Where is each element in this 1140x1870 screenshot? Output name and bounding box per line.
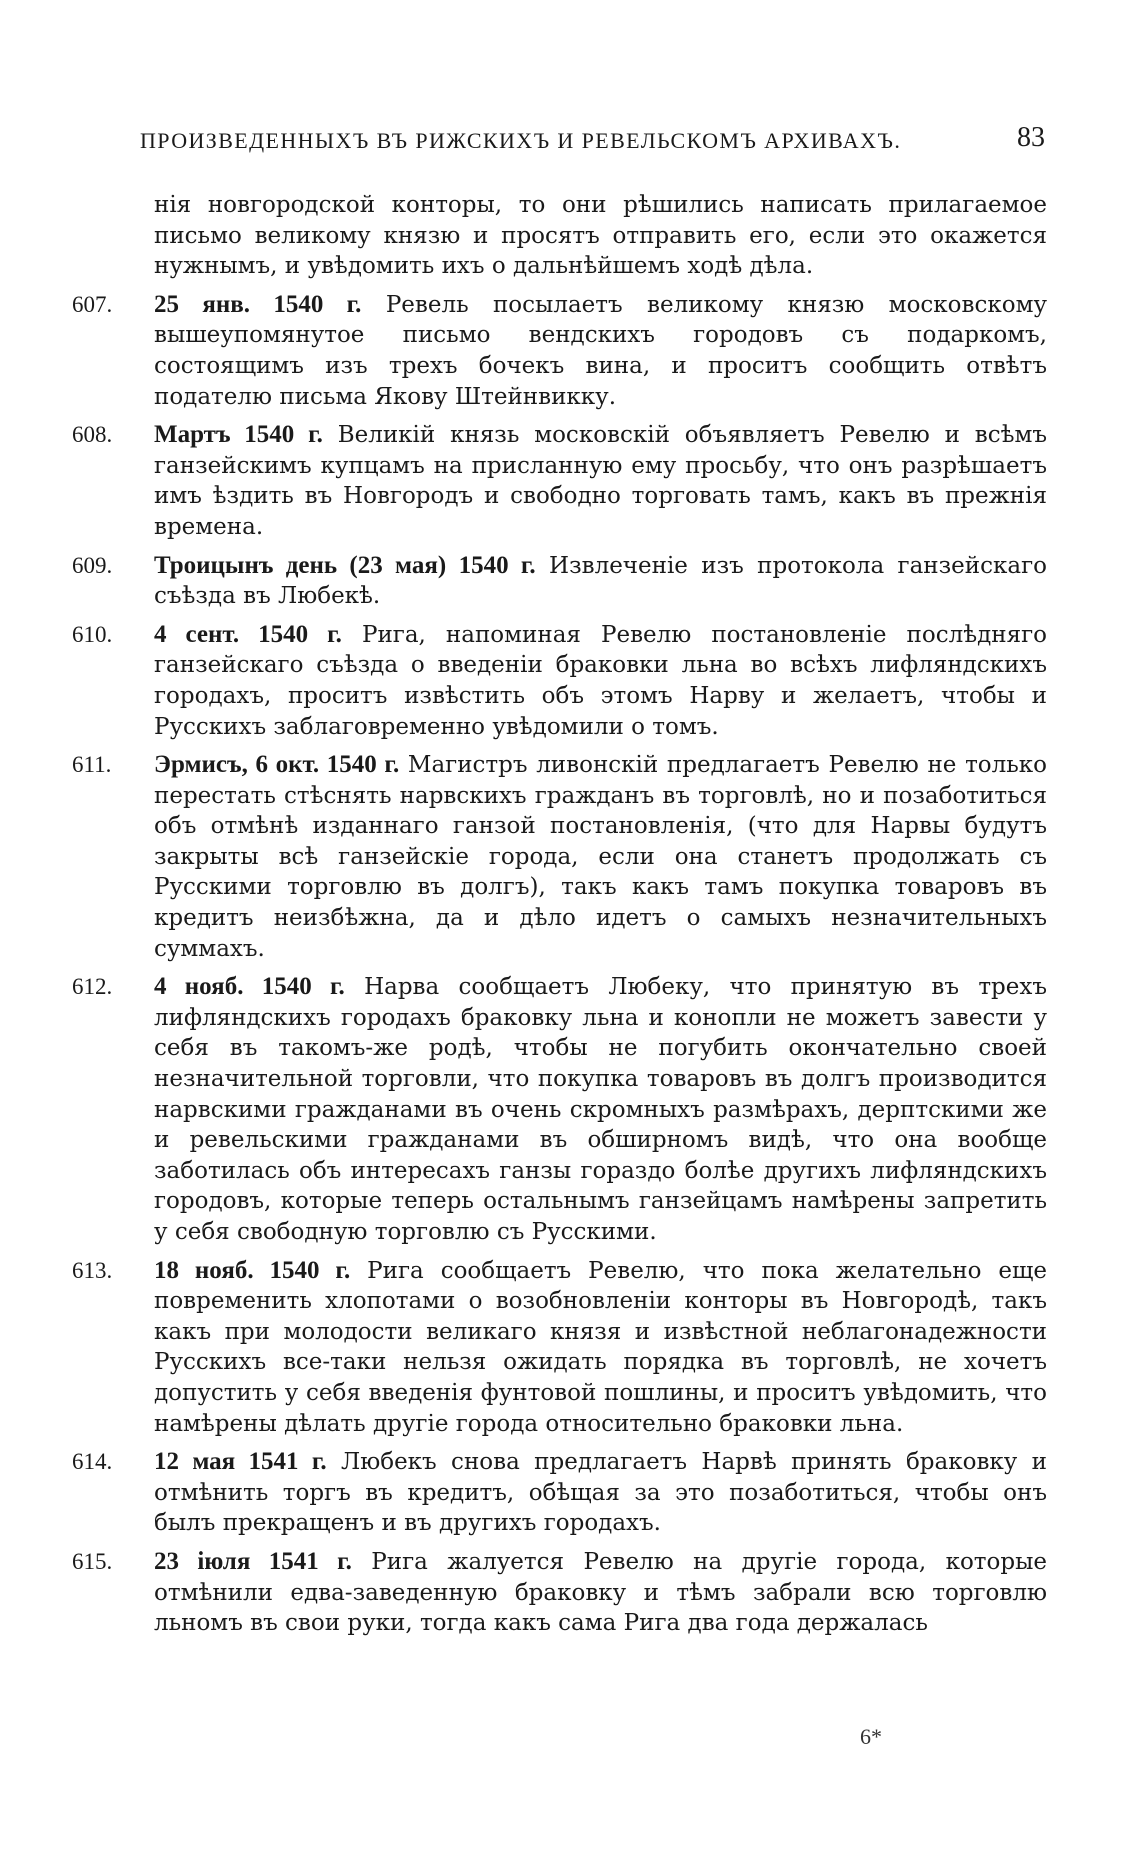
entry-number: 609. (72, 552, 113, 578)
page-number: 83 (1017, 122, 1045, 153)
entry-text: Рига, напоминая Ревелю постановленіе послѣдняго ганзейскаго съѣзда о введеніи браковки льна во всѣхъ лифляндскихъ городахъ, проситъ извѣстить объ этомъ Нарву и желаетъ, чтобы и Русскихъ заблаговременно увѣдомили о томъ. (154, 621, 1047, 740)
entry-number: 610. (72, 621, 113, 647)
entry-number: 611. (72, 752, 112, 778)
entry-number: 615. (72, 1548, 113, 1574)
entry-number: 614. (72, 1449, 113, 1475)
entry-date: 12 мая 1541 г. (154, 1448, 327, 1476)
entry-text: Рига жалуется Ревелю на другіе города, которые отмѣнили едва-заведенную браковку и тѣмъ забрали всю торговлю льномъ въ свои руки, тогда какъ сама Рига два года держалась (154, 1548, 1048, 1637)
entry-number: 608. (72, 422, 113, 448)
entry-613 (72, 1256, 1047, 1440)
entry-607 (72, 290, 1047, 412)
entry-date: Мартъ 1540 г. (154, 421, 323, 449)
entry-number: 613. (72, 1257, 113, 1283)
entry-text: Великій князь московскій объявляетъ Ревелю и всѣмъ ганзейскимъ купцамъ на присланную ему просьбу, что онъ разрѣшаетъ имъ ѣздить въ Новгородъ и свободно торговать тамъ, какъ въ прежнія времена. (154, 422, 1047, 540)
entry-date: 18 нояб. 1540 г. (154, 1256, 351, 1284)
entry-text: Извлеченіе изъ протокола ганзейскаго съѣзда въ Любекѣ. (154, 552, 1047, 610)
entry-date: 4 сент. 1540 г. (154, 620, 342, 648)
entry-text: Нарва сообщаетъ Любеку, что принятую въ трехъ лифляндскихъ городахъ браковку льна и конопли не можетъ завести у себя въ такомъ-же родѣ, чтобы не погубить окончательно своей незначительной торговли, что покупка товаровъ въ долгъ производится нарвскими гражданами въ очень скромныхъ размѣрахъ, дерптскими же и ревельскими гражданами въ обширномъ видѣ, что она вообще заботилась объ интересахъ ганзы гораздо болѣе другихъ лифляндскихъ городовъ, которые теперь остальнымъ ганзейцамъ намѣрены запретить у себя свободную торговлю съ Русскими. (154, 974, 1047, 1245)
signature-mark: 6* (860, 1724, 882, 1749)
entries-list (72, 190, 1047, 1647)
entry-text: Ревель посылаетъ великому князю московскому вышеупомянутое письмо вендскихъ городовъ съ подаркомъ, состоящимъ изъ трехъ бочекъ вина, и проситъ сообщить отвѣтъ подателю письма Якову Штейнвикку. (154, 291, 1048, 410)
running-title: ПРОИЗВЕДЕННЫХЪ ВЪ РИЖСКИХЪ И РЕВЕЛЬСКОМЪ АРХИВАХЪ. (140, 128, 902, 153)
entry-text: Магистръ ливонскій предлагаетъ Ревелю не только перестать стѣснять нарвскихъ гражданъ въ торговлѣ, но и позаботиться объ отмѣнѣ изданнаго ганзой постановленія, (что для Нарвы будутъ закрыты всѣ ганзейскіе города, если она станетъ продолжать съ Русскими торговлю въ долгъ), такъ какъ тамъ покупка товаровъ въ кредитъ неизбѣжна, да и дѣло идетъ о самыхъ незначительныхъ суммахъ. (154, 752, 1048, 962)
entry-608 (72, 420, 1047, 542)
entry-number: 612. (72, 974, 113, 1000)
continuation-paragraph: нія новгородской конторы, то они рѣшились написать прилагаемое письмо великому князю и просятъ отправить его, если это окажется нужнымъ, и увѣдомить ихъ о дальнѣйшемъ ходѣ дѣла. (154, 192, 1047, 280)
entry-text: Рига сообщаетъ Ревелю, что пока желательно еще повременить хлопотами о возобновленіи конторы въ Новгородѣ, такъ какъ при молодости великаго князя и извѣстной неблагонадежности Русскихъ все-таки нельзя ожидать порядка въ торговлѣ, не хочетъ допустить у себя введенія фунтовой пошлины, и проситъ увѣдомить, что намѣрены дѣлать другіе города относительно браковки льна. (154, 1257, 1047, 1437)
entry-text: Любекъ снова предлагаетъ Нарвѣ принять браковку и отмѣнить торгъ въ кредитъ, обѣщая за это позаботиться, чтобы онъ былъ прекращенъ и въ другихъ городахъ. (154, 1449, 1048, 1537)
entry-date: Троицынъ день (23 мая) 1540 г. (154, 551, 536, 579)
entry-number: 607. (72, 291, 113, 317)
entry-615 (72, 1547, 1047, 1639)
entry-date: 25 янв. 1540 г. (154, 290, 362, 318)
entry-609 (72, 551, 1047, 612)
entry-612 (72, 972, 1047, 1247)
entry-614 (72, 1447, 1047, 1539)
entry-611 (72, 750, 1047, 964)
entry-date: 23 іюля 1541 г. (154, 1547, 352, 1575)
running-head (140, 122, 1045, 156)
entry-date: 4 нояб. 1540 г. (154, 973, 345, 1001)
entry-date: Эрмисъ, 6 окт. 1540 г. (154, 751, 400, 779)
entry-610 (72, 620, 1047, 742)
